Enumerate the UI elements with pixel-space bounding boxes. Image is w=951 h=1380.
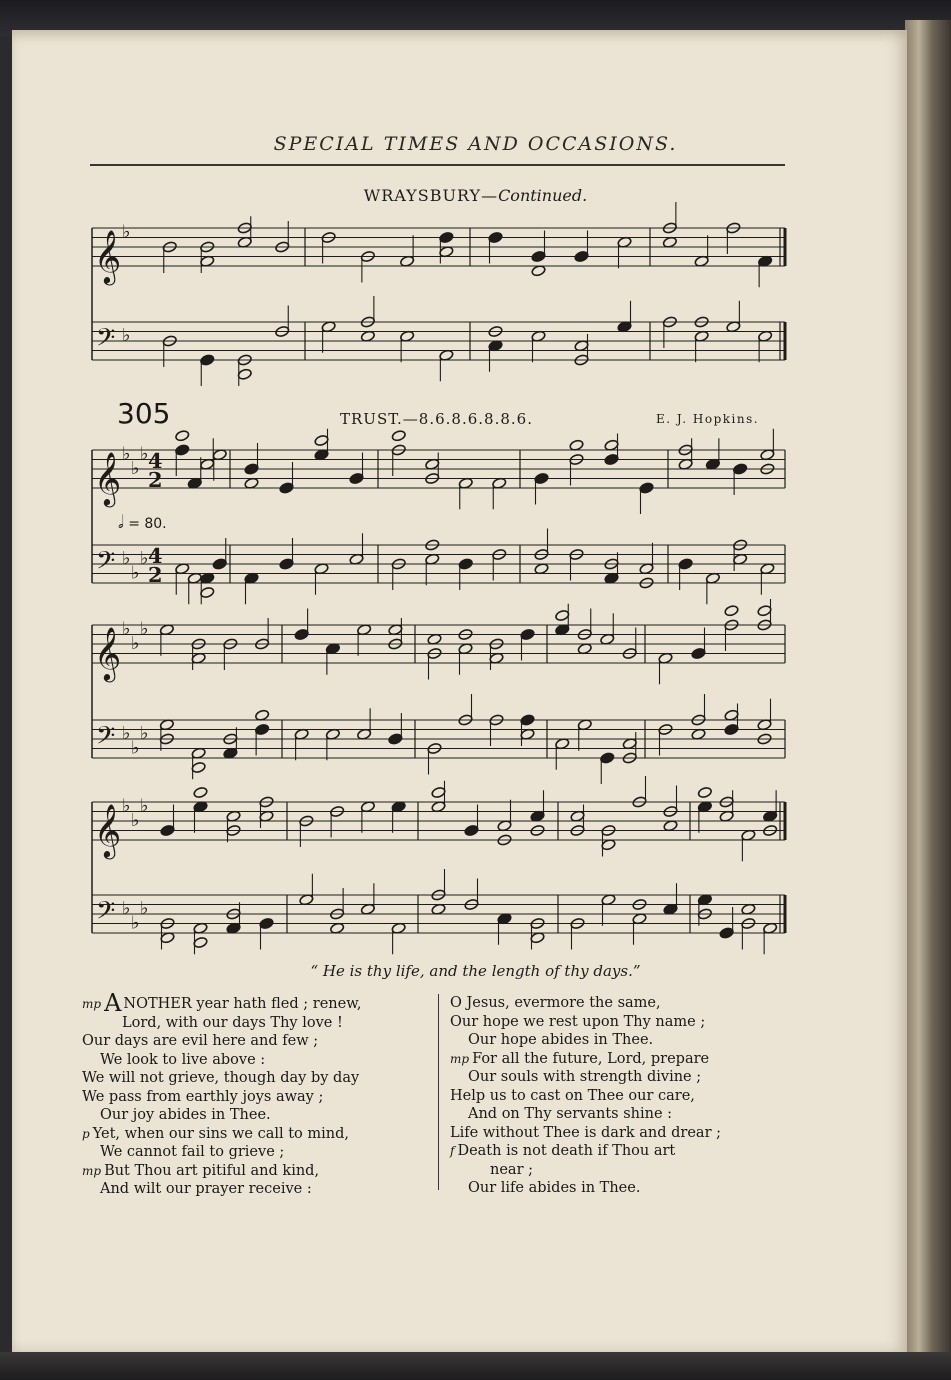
verse-line	[450, 1179, 721, 1198]
note-head	[574, 250, 589, 262]
verse-text: For all the future, Lord, prepare	[472, 1050, 710, 1067]
note-head	[259, 917, 274, 929]
verse-text: But Thou art pitiful and kind,	[104, 1162, 320, 1179]
verse-text: And wilt our prayer receive :	[100, 1181, 312, 1197]
epigraph-text: “ He is thy life, and the length of thy days.”	[310, 962, 641, 980]
verse-text: Life without Thee is dark and drear ;	[450, 1124, 722, 1141]
flat-icon: ♭	[122, 325, 131, 346]
verse-line	[450, 1124, 721, 1143]
tempo-value: = 80.	[128, 516, 167, 532]
verse-line	[82, 1088, 362, 1107]
verse-text: We look to live above :	[100, 1051, 266, 1068]
treble-clef-icon: 𝄞	[94, 451, 122, 505]
note-head	[191, 761, 206, 773]
verse-line	[82, 1143, 362, 1162]
verse-text: NOTHER year hath fled ; renew,	[123, 996, 362, 1012]
verse-line	[82, 1125, 362, 1144]
note-head	[349, 472, 364, 484]
verse-text: We cannot fail to grieve ;	[100, 1144, 285, 1160]
note-head	[534, 472, 549, 484]
verse-text: And on Thy servants shine :	[468, 1106, 673, 1122]
verse-text: Help us to cast on Thee our care,	[450, 1087, 695, 1104]
note-head	[604, 453, 619, 465]
note-head	[237, 368, 252, 380]
note-head	[733, 463, 748, 475]
flat-icon: ♭	[122, 221, 131, 243]
verse-line	[450, 1050, 721, 1069]
note-head	[212, 558, 227, 570]
column-divider	[438, 994, 439, 1190]
flat-icon: ♭	[122, 723, 131, 744]
note-head	[439, 231, 454, 243]
note-head	[279, 482, 294, 494]
flat-icon: ♭	[131, 632, 140, 654]
flat-icon: ♭	[140, 548, 149, 569]
verse-text: Our hope abides in Thee.	[468, 1032, 654, 1048]
flat-icon: ♭	[131, 562, 140, 584]
tune-name: TRUST.—8.6.8.6.8.8.6.	[340, 410, 533, 428]
note-head	[279, 558, 294, 570]
note-head	[314, 434, 329, 446]
verse-text: Our days are evil here and few ;	[82, 1033, 319, 1049]
flat-icon: ♭	[140, 795, 149, 817]
note-head	[244, 463, 259, 475]
verse-line	[82, 1162, 362, 1181]
flat-icon: ♭	[140, 898, 149, 919]
treble-clef-icon: 𝄞	[94, 803, 122, 857]
note-head	[160, 824, 175, 836]
verse-line	[450, 1142, 721, 1161]
time-signature-digit: 2	[148, 467, 163, 492]
flat-icon: ♭	[131, 912, 140, 934]
note-head	[531, 250, 546, 262]
verse-text: We will not grieve, though day by day	[82, 1070, 360, 1086]
verse-line	[450, 1031, 721, 1050]
continued-tune-name: WRAYSBURY—	[363, 186, 499, 205]
flat-icon: ♭	[122, 898, 131, 919]
continued-label: Continued.	[498, 186, 588, 205]
note-head	[520, 714, 535, 726]
verse-line	[82, 1014, 362, 1033]
verses-right-column	[450, 994, 721, 1198]
dynamic-mark: mp	[82, 1163, 102, 1178]
verse-line	[82, 1032, 362, 1051]
note-head	[724, 605, 739, 617]
flat-icon: ♭	[131, 457, 140, 479]
bass-clef-icon: 𝄢	[96, 896, 116, 932]
dynamic-mark: mp	[450, 1051, 470, 1066]
flat-icon: ♭	[140, 443, 149, 465]
bass-clef-icon: 𝄢	[96, 323, 116, 359]
verse-text: Our souls with strength divine ;	[468, 1069, 702, 1085]
verse-line	[82, 989, 362, 1017]
verse-line	[450, 1013, 721, 1032]
note-head	[193, 936, 208, 948]
note-head	[464, 824, 479, 836]
verse-line	[82, 1106, 362, 1125]
verse-text: near ;	[490, 1161, 533, 1178]
verse-text: Death is not death if Thou art	[457, 1143, 676, 1159]
verse-text: Our hope we rest upon Thy name ;	[450, 1013, 706, 1030]
dynamic-mark: p	[82, 1126, 90, 1141]
flat-icon: ♭	[131, 737, 140, 759]
verse-line	[82, 1180, 362, 1199]
bass-clef-icon: 𝄢	[96, 546, 116, 582]
flat-icon: ♭	[122, 618, 131, 640]
half-note-icon: 𝅗𝅥	[118, 512, 124, 533]
dynamic-mark: mp	[82, 997, 102, 1011]
verse-line	[82, 1069, 362, 1088]
verse-text: O Jesus, evermore the same,	[450, 995, 661, 1011]
note-head	[697, 786, 712, 798]
note-head	[488, 231, 503, 243]
verses-left-column	[82, 989, 362, 1199]
epigraph	[0, 962, 951, 980]
drop-cap: A	[104, 989, 122, 1017]
verse-line	[450, 1105, 721, 1124]
verse-line	[450, 1161, 721, 1180]
flat-icon: ♭	[140, 723, 149, 744]
flat-icon: ♭	[122, 548, 131, 569]
note-head	[639, 482, 654, 494]
note-head	[175, 444, 190, 456]
note-head	[458, 558, 473, 570]
note-head	[719, 927, 734, 939]
note-head	[391, 430, 406, 442]
verse-line	[450, 1068, 721, 1087]
note-head	[520, 628, 535, 640]
note-head	[678, 558, 693, 570]
note-head	[200, 586, 215, 598]
verse-text: We pass from earthly joys away ;	[82, 1088, 324, 1105]
note-head	[175, 430, 190, 442]
time-signature-digit: 2	[148, 562, 163, 587]
note-head	[757, 605, 772, 617]
note-head	[555, 609, 570, 621]
note-head	[600, 752, 615, 764]
treble-clef-icon: 𝄞	[94, 626, 122, 680]
verse-line	[450, 1087, 721, 1106]
note-head	[388, 733, 403, 745]
note-head	[193, 786, 208, 798]
bass-clef-icon: 𝄢	[96, 721, 116, 757]
hymn-number: 305	[117, 397, 171, 430]
verse-text: Our life abides in Thee.	[468, 1180, 641, 1196]
time-signature-digit: 4	[148, 448, 163, 473]
note-head	[691, 647, 706, 659]
note-head	[200, 354, 215, 366]
note-head	[255, 723, 270, 735]
verse-line	[450, 994, 721, 1013]
note-head	[724, 723, 739, 735]
flat-icon: ♭	[122, 795, 131, 817]
verse-text: Yet, when our sins we call to mind,	[92, 1125, 350, 1142]
note-head	[431, 786, 446, 798]
flat-icon: ♭	[131, 809, 140, 831]
composer: E. J. Hopkins.	[656, 412, 760, 426]
verse-text: Lord, with our days Thy love !	[122, 1014, 343, 1031]
time-signature-digit: 4	[148, 543, 163, 568]
dynamic-mark: f	[450, 1144, 455, 1158]
verse-text: Our joy abides in Thee.	[100, 1107, 271, 1123]
note-head	[294, 628, 309, 640]
flat-icon: ♭	[140, 618, 149, 640]
treble-clef-icon: 𝄞	[94, 229, 122, 283]
flat-icon: ♭	[122, 443, 131, 465]
verse-line	[82, 1051, 362, 1070]
running-title: SPECIAL TIMES AND OCCASIONS.	[273, 133, 678, 155]
